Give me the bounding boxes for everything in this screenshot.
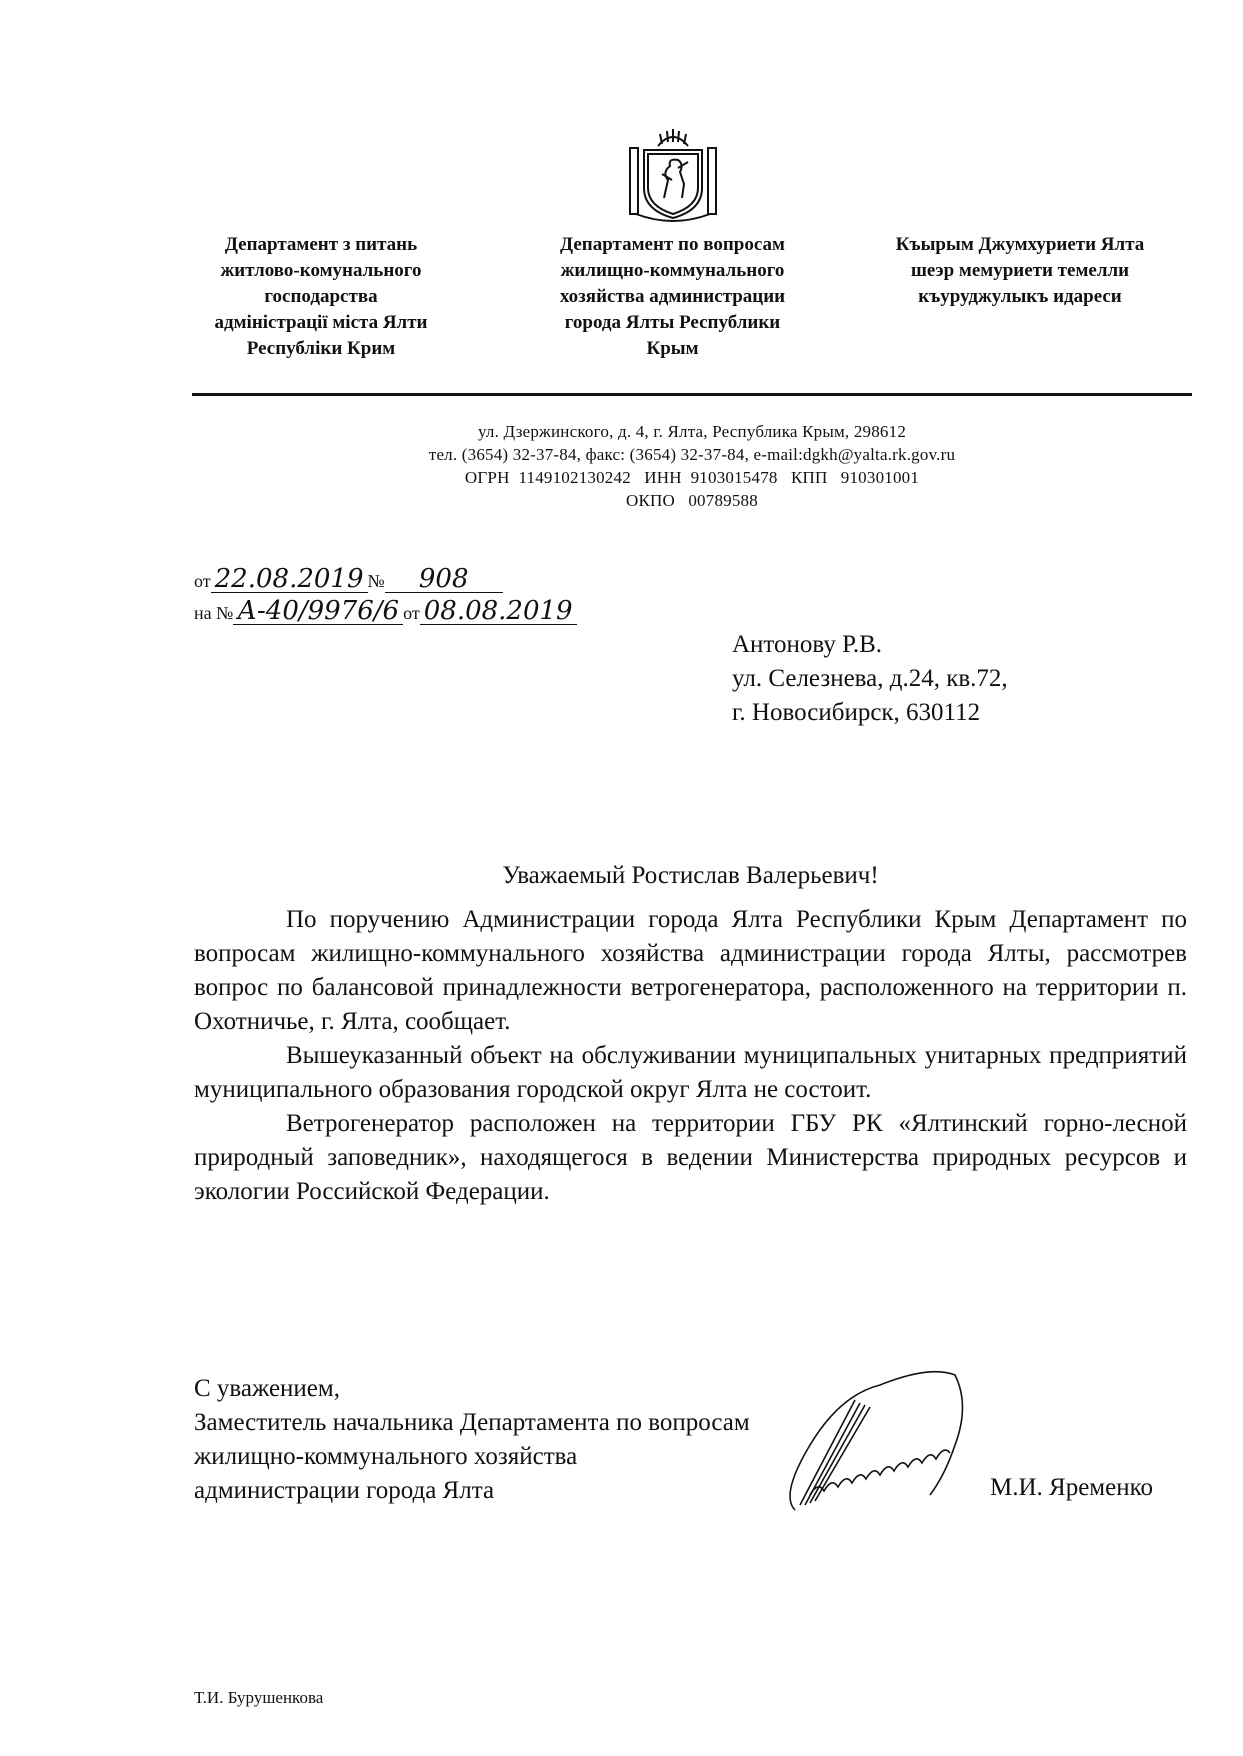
closing: С уважением, <box>194 1375 340 1402</box>
coat-of-arms-icon <box>626 128 720 224</box>
header-divider <box>192 393 1192 396</box>
reply-label: на № <box>194 603 234 623</box>
letter-body <box>194 903 1187 1209</box>
incoming-reference <box>194 598 577 625</box>
executor-name: Т.И. Бурушенкова <box>194 1688 324 1707</box>
header-line: жилищно-коммунального <box>560 260 785 281</box>
header-line: господарства <box>264 286 378 307</box>
header-line: Республіки Крим <box>246 338 396 359</box>
header-line: Къырым Джумхуриети Ялта <box>895 234 1145 255</box>
letter-number: 908 <box>385 566 503 593</box>
paragraph: По поручению Администрации города Ялта Республики Крым Департамент по вопросам жилищно-коммунального хозяйства администрации города Ялты, рассмотрев вопрос по балансовой принадлежности ветрогенератора, расположенного на территории п. Охотничье, г. Ялта, сообщает. <box>194 906 1187 1035</box>
okpo: ОКПО 00789588 <box>626 491 758 510</box>
phones: тел. (3654) 32-37-84, факс: (3654) 32-37-84, e-mail:dgkh@yalta.rk.gov.ru <box>428 445 956 464</box>
address: ул. Дзержинского, д. 4, г. Ялта, Республика Крым, 298612 <box>477 422 907 441</box>
recipient-name: Антонову Р.В. <box>732 631 883 658</box>
header-line: житлово-комунального <box>220 260 422 281</box>
position-line: администрации города Ялта <box>194 1477 495 1504</box>
handwritten-signature <box>770 1365 1020 1515</box>
header-line: Крым <box>646 338 699 359</box>
header-line: шеэр мемуриети темелли <box>910 260 1130 281</box>
from-label: от <box>194 571 211 591</box>
header-russian <box>540 232 805 362</box>
header-line: города Ялты Республики <box>564 312 781 333</box>
signoff-block <box>194 1372 750 1508</box>
header-line: адміністрації міста Ялти <box>214 312 428 333</box>
header-line: хозяйства администрации <box>559 286 786 307</box>
reply-date: 08.08.2019 <box>420 598 577 625</box>
reply-date-label: от <box>403 603 420 623</box>
paragraph: Вышеуказанный объект на обслуживании муниципальных унитарных предприятий муниципального образования городской округ Ялта не состоит. <box>194 1042 1187 1103</box>
greeting: Уважаемый Ростислав Валерьевич! <box>502 862 879 889</box>
outgoing-reference <box>194 566 503 593</box>
header-crimean-tatar <box>870 232 1170 310</box>
header-line: къуруджулыкъ идареси <box>918 286 1122 307</box>
paragraph: Ветрогенератор расположен на территории ГБУ РК «Ялтинский горно-лесной природный заповедник», находящегося в ведении Министерства природных ресурсов и экологии Российской Федерации. <box>194 1110 1187 1205</box>
recipient-block <box>732 628 1008 730</box>
position-line: Заместитель начальника Департамента по вопросам <box>194 1409 750 1436</box>
recipient-street: ул. Селезнева, д.24, кв.72, <box>732 665 1008 692</box>
recipient-city: г. Новосибирск, 630112 <box>732 699 981 726</box>
registration-ids: ОГРН 1149102130242 ИНН 9103015478 КПП 910301001 <box>464 468 920 487</box>
header-line: Департамент по вопросам <box>560 234 785 255</box>
position-line: жилищно-коммунального хозяйства <box>194 1443 578 1470</box>
letter-date: 22.08.2019 <box>211 566 368 593</box>
number-label: № <box>367 571 385 591</box>
header-line: Департамент з питань <box>224 234 418 255</box>
reply-number: А-40/9976/6 <box>233 598 403 625</box>
header-ukrainian <box>196 232 446 362</box>
contact-block <box>192 420 1192 512</box>
signatory-name: М.И. Яременко <box>990 1474 1153 1501</box>
